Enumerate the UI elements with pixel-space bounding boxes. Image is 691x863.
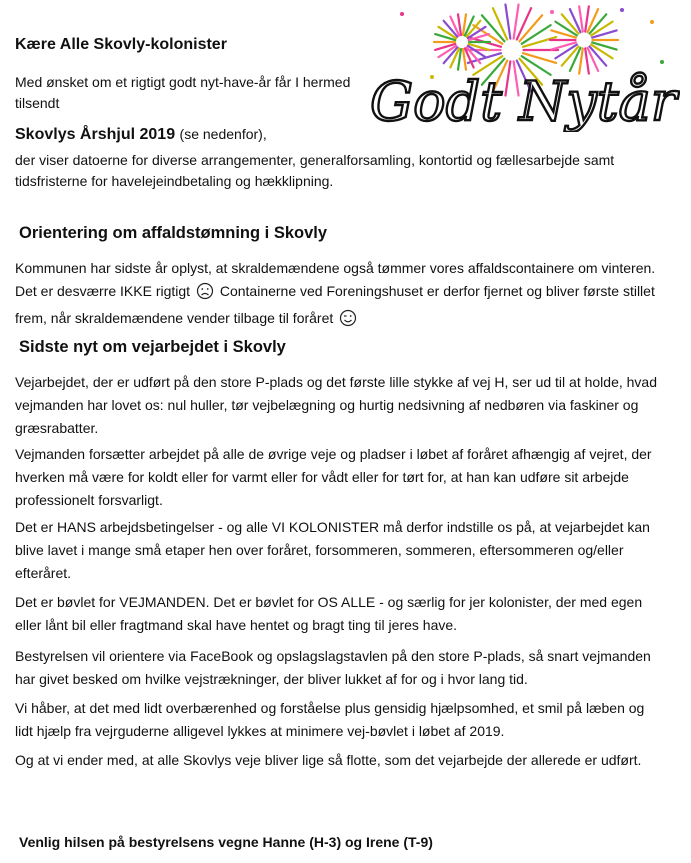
wheel-title-text: Skovlys Årshjul 2019 (15, 126, 176, 143)
roads-paragraph-4: Det er bøvlet for VEJMANDEN. Det er bøvlet for OS ALLE - og særlig for jer kolonister, der med egen eller lånt bil eller fragtmand skal have hentet og bragt ting til jeres have. (15, 594, 643, 633)
firework-ray (514, 4, 519, 38)
waste-text-2: Containerne ved Foreningshuset er derfor fjernet og bliver første stillet frem, når skraldemændene vender tilbage til foråret (15, 283, 655, 326)
intro-text: Med ønsket om et rigtigt godt nyt-have-år får I hermed tilsendt (15, 74, 351, 111)
roads-paragraph-1: Vejarbejdet, der er udført på den store P-plads og det første lille stykke af vej H, ser ud til at holde, hvad vejmanden har lovet os: nul huller, tør vejbelægning og hurtig nedsivning af nedbøren via faskiner og græsrabatter. (15, 374, 657, 436)
wheel-title-note: (se nedenfor), (179, 126, 267, 142)
firework-ray (505, 4, 510, 38)
roads-paragraph-6: Vi håber, at det med lidt overbærenhed og forståelse plus gensidig hjælpsomhed, et smil på læben og lidt hjælp fra vejrguderne alligevel lykkes at minimere vej-bøvlet i løbet af 2019. (15, 700, 645, 739)
godt-nytaar-logo (362, 2, 680, 132)
wheel-title (15, 126, 267, 144)
firework-spark (620, 8, 624, 12)
signature: Venlig hilsen på bestyrelsens vegne Hanne (H-3) og Irene (T-9) (19, 834, 433, 850)
roads-paragraph-3: Det er HANS arbejdsbetingelser - og alle VI KOLONISTER må derfor indstille os på, at vejarbejdet kan blive lavet i mange små etaper hen over foråret, forsommeren, sommeren, eftersommeren og/eller efteråret. (15, 519, 650, 581)
waste-paragraph (15, 257, 665, 334)
firework-ray (579, 6, 583, 31)
firework-spark (650, 20, 654, 24)
fireworks-icon (362, 2, 680, 132)
waste-heading: Orientering om affaldstømning i Skovly (19, 224, 328, 242)
firework-spark (400, 12, 404, 16)
roads-heading: Sidste nyt om vejarbejdet i Skovly (19, 338, 286, 356)
wheel-description: der viser datoerne for diverse arrangementer, generalforsamling, kontortid og fællesarbejde samt tidsfristerne for havelejeindbetaling og hækklipning. (15, 152, 615, 189)
firework-spark (550, 10, 554, 14)
winking-face-icon (339, 309, 357, 334)
firework-spark (660, 60, 664, 64)
roads-paragraph-7: Og at vi ender med, at alle Skovlys veje bliver lige så flotte, som det vejarbejde der allerede er udført. (15, 752, 642, 768)
logo-text: Godt Nytår (370, 70, 677, 132)
roads-paragraph-5: Bestyrelsen vil orientere via FaceBook og opslagslagstavlen på den store P-plads, så snart vejmanden har givet besked om hvilke vejstrækninger, der bliver lukket af for og i hvor lang tid. (15, 648, 651, 687)
greeting: Kære Alle Skovly-kolonister (15, 36, 227, 53)
waste-text-1: Kommunen har sidste år oplyst, at skraldemændene også tømmer vores affaldscontainere om vinteren. Det er desværre IKKE rigtigt (15, 260, 656, 299)
sad-face-icon (196, 282, 214, 307)
firework-ray (585, 6, 589, 31)
roads-paragraph-2: Vejmanden forsætter arbejdet på alle de øvrige veje og pladser i løbet af foråret afhængig af vejret, der hverken må være for koldt eller for varmt eller for vådt eller for tørt for, at han kan udføre sit arbejde professionelt forsvarligt. (15, 446, 652, 508)
